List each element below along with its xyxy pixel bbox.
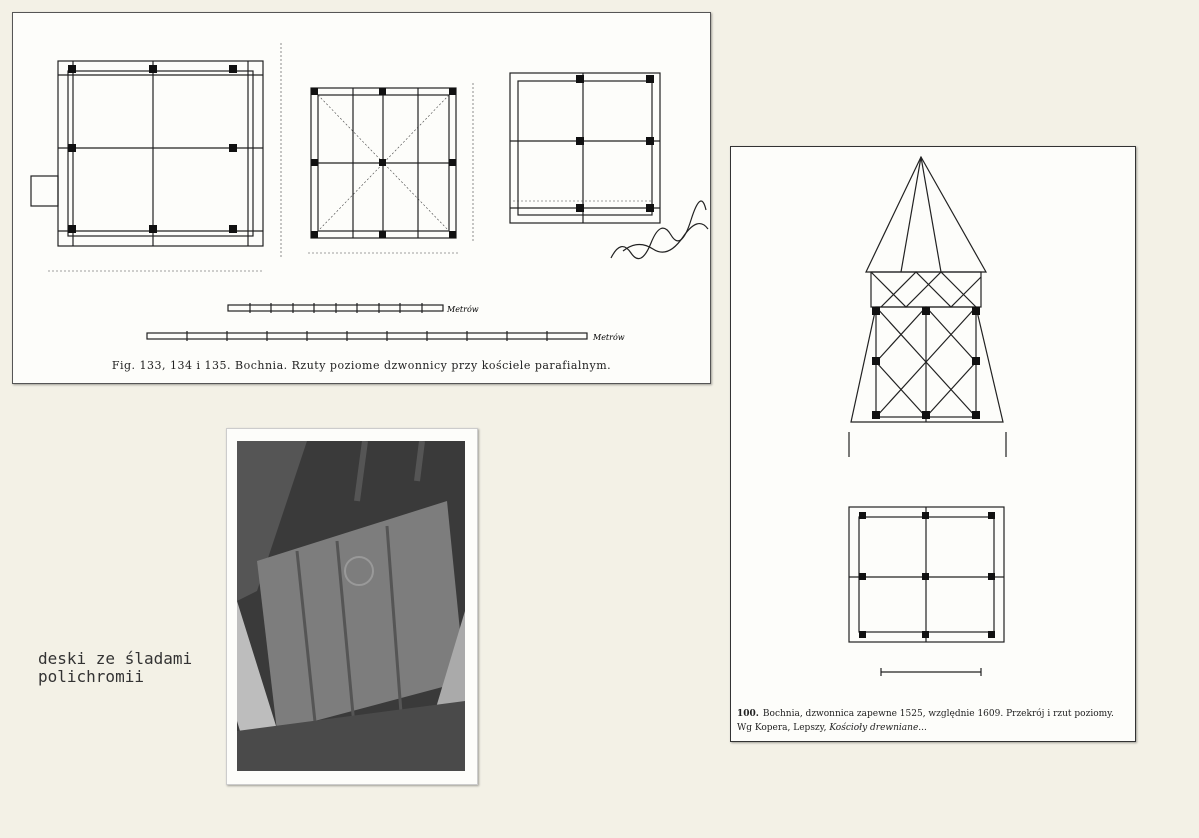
tower-caption bbox=[737, 707, 1121, 735]
plans-figure-card bbox=[12, 12, 711, 384]
scale-label-small: Metrów bbox=[447, 305, 479, 314]
photo-card bbox=[226, 428, 478, 785]
note-label: deski ze śladami polichromii bbox=[38, 649, 193, 686]
tower-caption-text: Bochnia, dzwonnica zapewne 1525, względnie 1609. Przekrój i rzut poziomy. Wg Kopera, Lepszy, bbox=[737, 709, 1114, 733]
scale-bar-large bbox=[147, 331, 587, 341]
tower-caption-source: Kościoły drewniane... bbox=[829, 723, 927, 733]
photo-shading bbox=[237, 441, 465, 771]
tower-elevation bbox=[849, 157, 1006, 457]
boards-photograph bbox=[237, 441, 465, 771]
plan-135 bbox=[510, 73, 660, 223]
scale-bar-small bbox=[228, 303, 443, 313]
tower-figure-card bbox=[730, 146, 1136, 742]
tower-caption-number: 100. bbox=[737, 709, 759, 719]
plan-133 bbox=[31, 43, 281, 271]
scale-label-large: Metrów bbox=[593, 333, 625, 342]
floor-plans-drawing bbox=[13, 13, 710, 353]
tower-plan bbox=[849, 507, 1004, 676]
tower-drawing bbox=[731, 147, 1135, 707]
plans-caption: Fig. 133, 134 i 135. Bochnia. Rzuty poziome dzwonnicy przy kościele parafialnym. bbox=[111, 359, 612, 372]
plan-134 bbox=[308, 83, 473, 253]
